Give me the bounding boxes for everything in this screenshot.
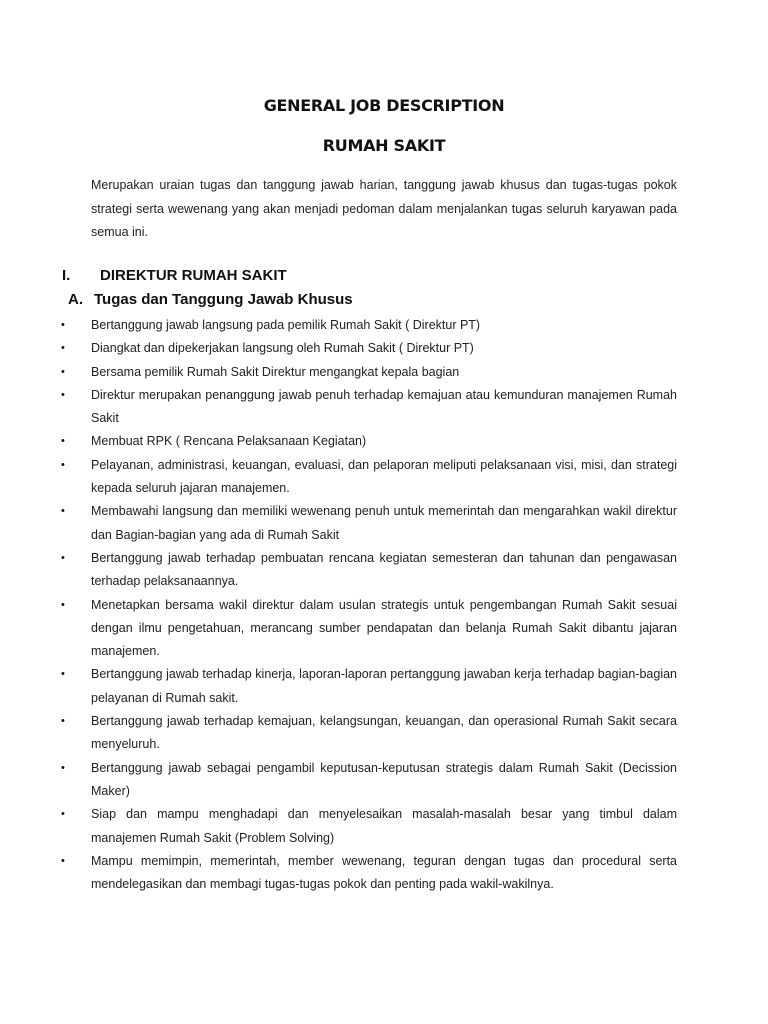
list-item xyxy=(0,757,677,804)
list-item-text: Diangkat dan dipekerjakan langsung oleh Rumah Sakit ( Direktur PT) xyxy=(91,341,474,356)
list-item xyxy=(0,850,677,897)
list-item xyxy=(0,314,677,337)
intro-paragraph: Merupakan uraian tugas dan tanggung jawab harian, tanggung jawab khusus dan tugas-tugas pokok strategi serta wewenang yang akan menjadi pedoman dalam menjalankan tugas seluruh karyawan pada semua ini. xyxy=(91,178,677,239)
bullet-icon: • xyxy=(61,715,65,728)
list-item xyxy=(0,430,677,453)
list-item-text: Direktur merupakan penanggung jawab penuh terhadap kemajuan atau kemunduran manajemen Rumah Sakit xyxy=(91,387,677,426)
bullet-icon: • xyxy=(61,668,65,681)
bullet-icon: • xyxy=(61,551,65,564)
list-item-text: Membuat RPK ( Rencana Pelaksanaan Kegiatan) xyxy=(91,434,367,449)
list-item xyxy=(0,384,677,431)
list-item-text: Menetapkan bersama wakil direktur dalam usulan strategis untuk pengembangan Rumah Sakit sesuai dengan ilmu pengetahuan, merancang sumber pendapatan dan belanja Rumah Sakit dibantu jajaran manajemen. xyxy=(91,597,677,659)
list-item-text: Bertanggung jawab terhadap kinerja, laporan-laporan pertanggung jawaban kerja terhadap bagian-bagian pelayanan di Rumah sakit. xyxy=(91,667,677,705)
bullet-icon: • xyxy=(61,808,65,821)
list-item xyxy=(0,337,677,360)
document-subtitle: RUMAH SAKIT xyxy=(322,136,446,155)
list-item-text: Siap dan mampu menghadapi dan menyelesaikan masalah-masalah besar yang timbul dalam manajemen Rumah Sakit (Problem Solving) xyxy=(91,807,677,845)
list-item-text: Bersama pemilik Rumah Sakit Direktur mengangkat kepala bagian xyxy=(91,364,460,379)
duty-list xyxy=(0,314,768,896)
list-item-text: Membawahi langsung dan memiliki wewenang penuh untuk memerintah dan mengarahkan wakil direktur dan Bagian-bagian yang ada di Rumah Sakit xyxy=(91,504,677,542)
list-item xyxy=(0,500,677,547)
bullet-icon: • xyxy=(61,388,65,401)
bullet-icon: • xyxy=(61,761,65,774)
list-item-text: Pelayanan, administrasi, keuangan, evaluasi, dan pelaporan meliputi pelaksanaan visi, misi, dan strategi kepada seluruh jajaran manajemen. xyxy=(91,457,677,496)
list-item xyxy=(0,710,677,757)
subsection-title: Tugas dan Tanggung Jawab Khusus xyxy=(94,291,353,308)
list-item-text: Bertanggung jawab langsung pada pemilik Rumah Sakit ( Direktur PT) xyxy=(91,318,481,332)
list-item-text: Bertanggung jawab terhadap kemajuan, kelangsungan, keuangan, dan operasional Rumah Sakit secara menyeluruh. xyxy=(91,714,677,752)
subsection-heading xyxy=(68,291,353,308)
bullet-icon: • xyxy=(61,342,65,355)
list-item xyxy=(0,361,677,384)
bullet-icon: • xyxy=(61,854,65,867)
list-item-text: Bertanggung jawab terhadap pembuatan rencana kegiatan semesteran dan tahunan dan pengawasan terhadap pelaksanaannya. xyxy=(91,550,677,589)
bullet-icon: • xyxy=(61,365,65,378)
section-title: DIREKTUR RUMAH SAKIT xyxy=(100,267,287,284)
bullet-icon: • xyxy=(61,505,65,518)
bullet-icon: • xyxy=(61,458,65,471)
document-title: GENERAL JOB DESCRIPTION xyxy=(263,96,505,115)
subsection-letter: A. xyxy=(68,291,83,308)
bullet-icon: • xyxy=(61,435,65,448)
list-item xyxy=(0,454,677,501)
section-number: I. xyxy=(62,267,71,284)
list-item xyxy=(0,594,677,664)
section-heading xyxy=(62,267,287,284)
list-item-text: Bertanggung jawab sebagai pengambil keputusan-keputusan strategis dalam Rumah Sakit (Decission Maker) xyxy=(91,760,677,798)
bullet-icon: • xyxy=(61,598,65,611)
list-item-text: Mampu memimpin, memerintah, member wewenang, teguran dengan tugas dan procedural serta mendelegasikan dan membagi tugas-tugas pokok dan penting pada wakil-wakilnya. xyxy=(91,853,677,892)
list-item xyxy=(0,547,677,594)
list-item xyxy=(0,663,677,710)
list-item xyxy=(0,803,677,850)
bullet-icon: • xyxy=(61,319,65,331)
